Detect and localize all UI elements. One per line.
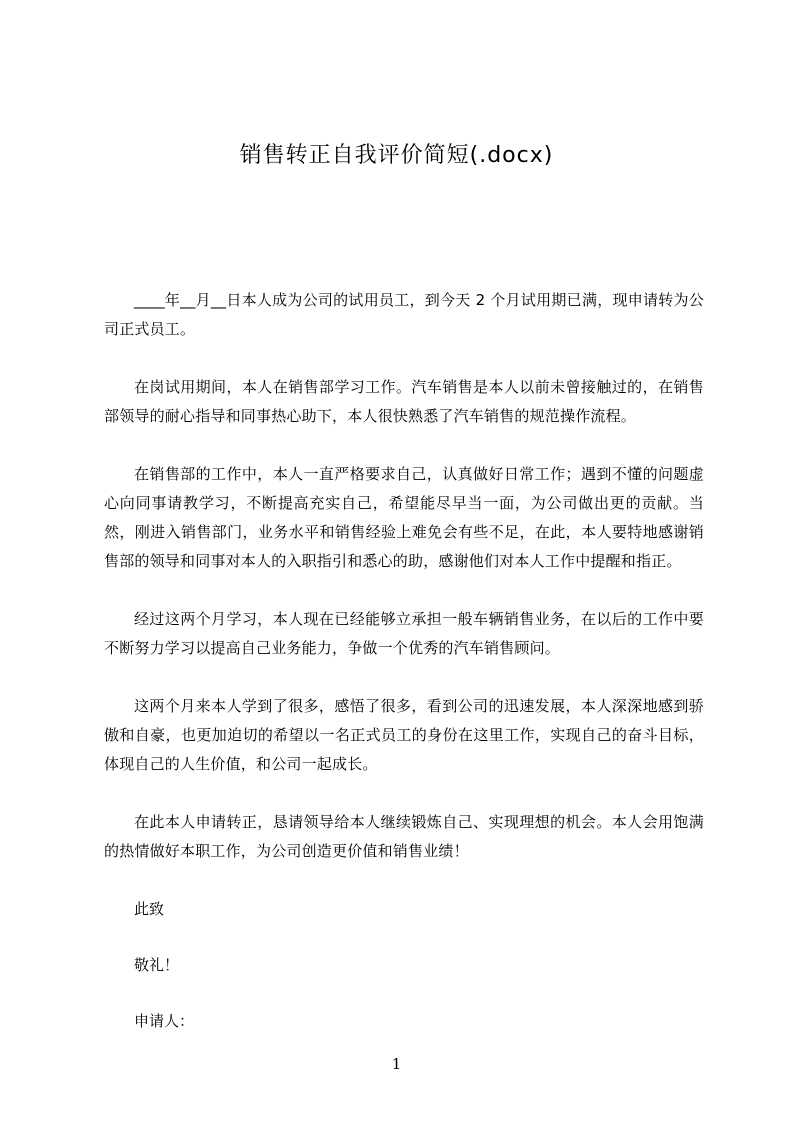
paragraph-request: 在此本人申请转正，恳请领导给本人继续锻炼自己、实现理想的机会。本人会用饱满的热情做好本职工作，为公司创造更价值和销售业绩！ — [104, 813, 704, 860]
closing-salutation: 此致 — [134, 900, 165, 918]
applicant-label: 申请人： — [134, 1012, 195, 1030]
paragraph-growth: 这两个月来本人学到了很多，感悟了很多，看到公司的迅速发展，本人深深地感到骄傲和自豪，也更加迫切的希望以一名正式员工的身份在这里工作，实现自己的奋斗目标，体现自己的人生价值，和公司一起成长。 — [104, 697, 704, 773]
paragraph-probation-period: 在岗试用期间，本人在销售部学习工作。汽车销售是本人以前未曾接触过的，在销售部领导的耐心指导和同事热心助下，本人很快熟悉了汽车销售的规范操作流程。 — [104, 378, 704, 425]
paragraph-work-attitude: 在销售部的工作中，本人一直严格要求自己，认真做好日常工作；遇到不懂的问题虚心向同事请教学习，不断提高充实自己，希望能尽早当一面，为公司做出更的贡献。当然，刚进入销售部门，业务水平和销售经验上难免会有些不足，在此，本人要特地感谢销售部的领导和同事对本人的入职指引和悉心的助，感谢他们对本人工作中提醒和指正。 — [104, 465, 704, 570]
document-title: 销售转正自我评价简短(.docx) — [239, 143, 554, 168]
closing-regards: 敬礼！ — [134, 956, 180, 974]
document-body — [104, 286, 704, 1063]
paragraph-learning-progress: 经过这两个月学习，本人现在已经能够立承担一般车辆销售业务，在以后的工作中要不断努力学习以提高自己业务能力，争做一个优秀的汽车销售顾问。 — [104, 610, 704, 657]
page-number: 1 — [391, 1055, 402, 1073]
paragraph-probation-intro: ____年__月__日本人成为公司的试用员工，到今天 2 个月试用期已满，现申请转为公司正式员工。 — [104, 291, 704, 338]
